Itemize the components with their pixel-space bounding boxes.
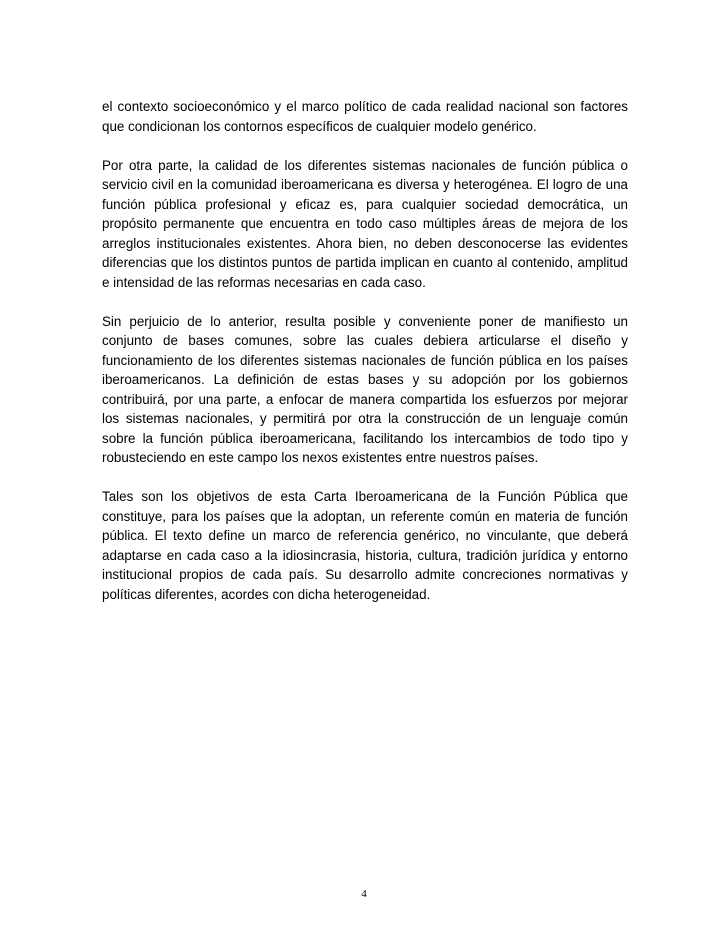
paragraph-4: Tales son los objetivos de esta Carta Iberoamericana de la Función Pública que constituye, para los países que la adoptan, un referente común en materia de función pública. El texto define un marco de referencia genérico, no vinculante, que deberá adaptarse en cada caso a la idiosincrasia, historia, cultura, tradición jurídica y entorno institucional propios de cada país. Su desarrollo admite concreciones normativas y políticas diferentes, acordes con dicha heterogeneidad. [102, 489, 628, 602]
paragraph-1: el contexto socioeconómico y el marco político de cada realidad nacional son factores que condicionan los contornos específicos de cualquier modelo genérico. [102, 99, 628, 134]
body-text [102, 97, 628, 624]
paragraph-2: Por otra parte, la calidad de los diferentes sistemas nacionales de función pública o servicio civil en la comunidad iberoamericana es diversa y heterogénea. El logro de una función pública profesional y eficaz es, para cualquier sociedad democrática, un propósito permanente que encuentra en todo caso múltiples áreas de mejora de los arreglos institucionales existentes. Ahora bien, no deben desconocerse las evidentes diferencias que los distintos puntos de partida implican en cuanto al contenido, amplitud e intensidad de las reformas necesarias en cada caso. [102, 157, 628, 290]
page-number: 4 [361, 888, 367, 900]
paragraph-3: Sin perjuicio de lo anterior, resulta posible y conveniente poner de manifiesto un conjunto de bases comunes, sobre las cuales debiera articularse el diseño y funcionamiento de los diferentes sistemas nacionales de función pública en los países iberoamericanos. La definición de estas bases y su adopción por los gobiernos contribuirá, por una parte, a enfocar de manera compartida los esfuerzos por mejorar los sistemas nacionales, y permitirá por otra la construcción de un lenguaje común sobre la función pública iberoamericana, facilitando los intercambios de todo tipo y robusteciendo en este campo los nexos existentes entre nuestros países. [102, 313, 628, 465]
